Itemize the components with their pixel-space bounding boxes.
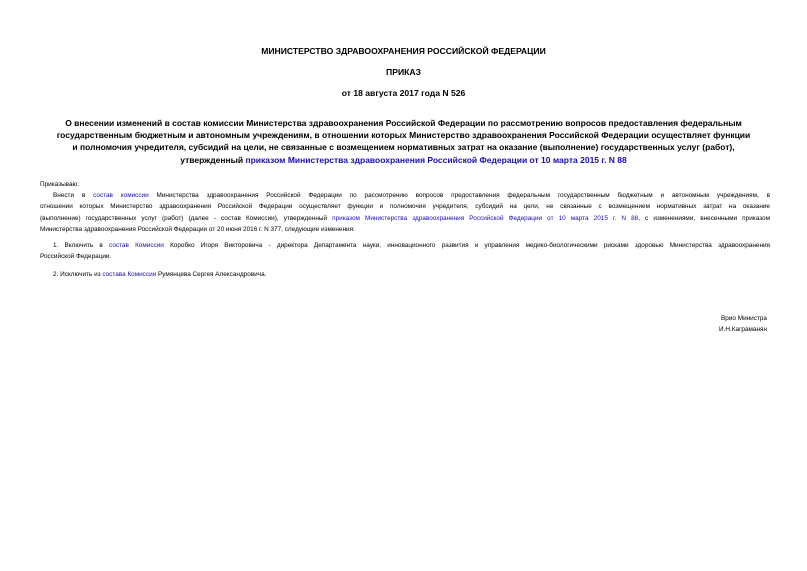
ministry-name: МИНИСТЕРСТВО ЗДРАВООХРАНЕНИЯ РОССИЙСКОЙ ФЕДЕРАЦИИ (261, 46, 546, 56)
list-item-2 (40, 269, 770, 280)
title-line-3: и полномочия учредителя, субсидий на цели, не связанные с возмещением нормативных затрат на оказание (выполнение) государственных услуг (работ), (72, 142, 735, 153)
title-order-link[interactable]: приказом Министерства здравоохранения Российской Федерации от 10 марта 2015 г. N 88 (245, 154, 627, 165)
intro-line-1-a: Внести в (53, 192, 94, 199)
item-2-b: Румянцева Сергея Александровича. (156, 271, 267, 278)
intro-paragraph (40, 190, 770, 235)
intro-line-1-b: Министерства здравоохранения Российской Федерации по рассмотрению вопросов предоставления федеральным государственным бюджетным и автономным учреждениям, в (148, 192, 770, 199)
commission-composition-link[interactable]: состав комиссии (93, 192, 149, 199)
item-1-line-1 (40, 240, 770, 251)
item-1-line-2: Российской Федерации. (40, 253, 112, 261)
title-line-1: О внесении изменений в состав комиссии Министерства здравоохранения Российской Федерации по рассмотрению вопросов предоставления федеральным (65, 118, 742, 128)
signatory-post: Врио Министра (721, 315, 767, 322)
commission-composition-link-3[interactable]: состава Комиссии (102, 271, 157, 278)
item-1-b: Коробко Игоря Викторовича - директора Департамента науки, инновационного развития и управления медико-биологическими рисками здоровью Министерства здравоохранения (163, 242, 771, 249)
intro-line-2: отношении которых Министерство здравоохранения Российской Федерации осуществляет функции и полномочия учредителя, субсидий на цели, не связанные с возмещением нормативных затрат на оказание (40, 203, 770, 211)
item-1-a: 1. Включить в (53, 242, 110, 249)
document-date: от 18 августа 2017 года N 526 (341, 88, 466, 98)
intro-line-4: Министерства здравоохранения Российской Федерации от 20 июня 2016 г. N 377, следующие изменения: (40, 225, 355, 233)
signatory-name: И.Н.Каграманян (719, 326, 767, 333)
intro-line-3-b: , с изменениями, внесенными приказом (638, 214, 770, 222)
title-line-2: государственным бюджетным и автономным учреждениям, в отношении которых Министерство здравоохранения Российской Федерации осуществляет функции (56, 130, 751, 141)
intro-line-1 (40, 190, 770, 201)
list-item-1 (40, 240, 770, 263)
title-line-4 (38, 154, 769, 166)
title-line-4-prefix: утвержденный (180, 154, 246, 165)
order-keyword (40, 179, 770, 190)
intro-line-3-a: (выполнение) государственных услуг (работ) (далее - состав Комиссии), утвержденный (40, 214, 333, 222)
order-keyword-text: Приказываю: (40, 181, 80, 188)
item-2-a: 2. Исключить из (53, 271, 103, 278)
order-88-link[interactable]: приказом Министерства здравоохранения Российской Федерации от 10 марта 2015 г. N 88 (332, 214, 639, 222)
document-title (38, 117, 769, 166)
item-2-line-1 (40, 269, 770, 280)
intro-line-3 (40, 213, 770, 224)
document-type: ПРИКАЗ (386, 67, 421, 77)
commission-composition-link-2[interactable]: состав Комиссии (109, 242, 164, 249)
